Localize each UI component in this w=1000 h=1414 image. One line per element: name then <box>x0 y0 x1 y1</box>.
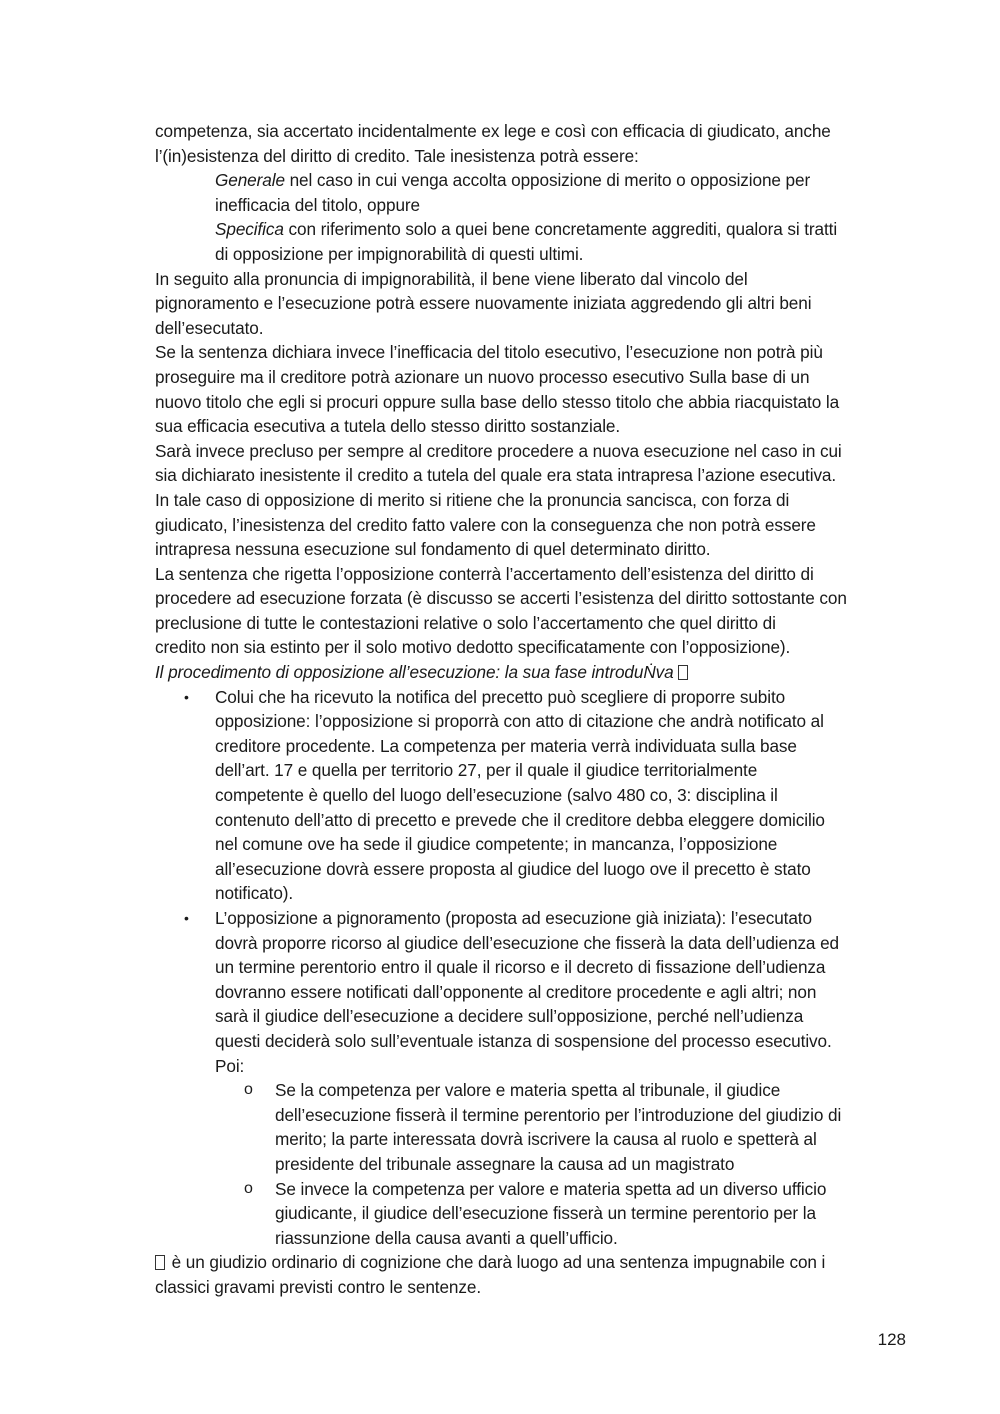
text-line: nel comune ove ha sede il giudice competente; in mancanza, l’opposizione <box>215 834 778 855</box>
page-body <box>155 119 915 1300</box>
text-line: giudicato, l’inesistenza del credito fatto valere con la conseguenza che non potrà essere <box>155 514 816 535</box>
text-line: notificato). <box>215 883 294 904</box>
text-line: questi deciderà solo sull’eventuale istanza di sospensione del processo esecutivo. <box>215 1030 832 1051</box>
text-line: inefficacia del titolo, oppure <box>215 194 420 215</box>
text-line: sia dichiarato inesistente il credito a tutela del quale era stata intrapresa l’azione esecutiva. <box>155 465 837 486</box>
text-line: Sarà invece precluso per sempre al creditore procedere a nuova esecuzione nel caso in cui <box>155 440 842 461</box>
bullet-item <box>155 906 915 1078</box>
text-line: contenuto dell’atto di precetto e prevede che il creditore debba eleggere domicilio <box>215 809 825 830</box>
text-line: nuovo titolo che egli si procuri oppure sulla base dello stesso titolo che abbia riacquistato la <box>155 391 840 412</box>
sub-bullet-item <box>155 1078 915 1176</box>
text-line: opposizione: l’opposizione si proporrà con atto di citazione che andrà notificato al <box>215 711 824 732</box>
term-generale: Generale <box>215 170 285 191</box>
text-line: intrapresa nessuna esecuzione sul fondamento di quel determinato diritto. <box>155 539 711 560</box>
text-line: sua efficacia esecutiva a tutela dello stesso diritto sostanziale. <box>155 416 621 437</box>
text-line: giudicante, il giudice dell’esecuzione fisserà un termine perentorio per la <box>275 1203 816 1224</box>
text-line: l’(in)esistenza del diritto di credito. Tale inesistenza potrà essere: <box>155 145 639 166</box>
text-line: Se invece la competenza per valore e materia spetta ad un diverso ufficio <box>275 1178 827 1199</box>
text-line: proseguire ma il creditore potrà azionare un nuovo processo esecutivo Sulla base di un <box>155 366 810 387</box>
text-line: di opposizione per impignorabilità di questi ultimi. <box>215 243 584 264</box>
text-line: dell’esecutato. <box>155 317 264 338</box>
text-line: classici gravami previsti contro le sentenze. <box>155 1276 482 1297</box>
text-line: La sentenza che rigetta l’opposizione conterrà l’accertamento dell’esistenza del diritto di <box>155 563 814 584</box>
text-line: procedere ad esecuzione forzata (è discusso se accerti l’esistenza del diritto sottostante con <box>155 588 847 609</box>
page-number: 128 <box>877 1330 906 1349</box>
text-fragment: nel caso in cui venga accolta opposizione di merito o opposizione per <box>284 170 811 191</box>
text-line: dovrà proporre ricorso al giudice dell’esecuzione che fisserà la data dell’udienza ed <box>215 932 839 953</box>
text-line: In tale caso di opposizione di merito si ritiene che la pronuncia sancisca, con forza di <box>155 489 790 510</box>
text-line: riassunzione della causa avanti a quell’ufficio. <box>275 1227 618 1248</box>
text-line: Poi: <box>215 1055 245 1076</box>
circle-bullet-icon: o <box>244 1081 253 1099</box>
bullet-item <box>155 685 915 906</box>
text-line: preclusione di tutte le contestazioni relative o solo l’accertamento che quel diritto di <box>155 612 776 633</box>
text-fragment: è un giudizio ordinario di cognizione che darà luogo ad una sentenza impugnabile con i <box>167 1252 826 1273</box>
text-line: L’opposizione a pignoramento (proposta ad esecuzione già iniziata): l’esecutato <box>215 908 812 928</box>
text-line: credito non sia estinto per il solo motivo dedotto specificatamente con l’opposizione). <box>155 637 791 658</box>
bullet-icon: • <box>184 910 189 926</box>
missing-glyph-icon <box>678 665 688 680</box>
text-line: merito; la parte interessata dovrà iscrivere la causa al ruolo e spetterà al <box>275 1129 817 1150</box>
text-line: Colui che ha ricevuto la notifica del precetto può scegliere di proporre subito <box>215 686 786 707</box>
text-line: dell’art. 17 e quella per territorio 27, per il quale il giudice territorialmente <box>215 760 758 781</box>
text-line: all’esecuzione dovrà essere proposta al giudice del luogo ove il precetto è stato <box>215 858 811 879</box>
text-line: presidente del tribunale assegnare la causa ad un magistrato <box>275 1153 735 1174</box>
text-line: un termine perentorio entro il quale il ricorso e il decreto di fissazione dell’udienza <box>215 957 826 978</box>
text-line: Se la competenza per valore e materia spetta al tribunale, il giudice <box>275 1080 781 1101</box>
text-line: pignoramento e l’esecuzione potrà essere nuovamente iniziata aggredendo gli altri beni <box>155 293 812 314</box>
section-heading <box>155 660 915 685</box>
indented-generale <box>155 168 915 217</box>
section-heading-text: Il procedimento di opposizione all’esecuzione: la sua fase introduṄva <box>155 662 674 683</box>
circle-bullet-icon: o <box>244 1179 253 1197</box>
bullet-icon: • <box>184 688 189 705</box>
text-line: Se la sentenza dichiara invece l’inefficacia del titolo esecutivo, l’esecuzione non potrà più <box>155 342 823 363</box>
text-line: competenza, sia accertato incidentalmente ex lege e così con efficacia di giudicato, anche <box>155 121 831 141</box>
text-line: creditore procedente. La competenza per materia verrà individuata sulla base <box>215 735 797 756</box>
term-specifica: Specifica <box>215 219 284 240</box>
sub-bullet-item <box>155 1177 915 1251</box>
text-line: competente è quello del luogo dell’esecuzione (salvo 480 co, 3: disciplina il <box>215 785 778 806</box>
text-fragment: con riferimento solo a quei bene concretamente aggrediti, qualora si tratti <box>283 219 838 240</box>
missing-glyph-icon <box>155 1255 165 1270</box>
indented-specifica <box>155 217 915 266</box>
text-line: sarà il giudice dell’esecuzione a decidere sull’opposizione, perché nell’udienza <box>215 1006 804 1027</box>
text-line: dovranno essere notificati dall’opponente al creditore procedente e agli altri; non <box>215 981 817 1002</box>
text-line: dell’esecuzione fisserà il termine perentorio per l’introduzione del giudizio di <box>275 1104 842 1125</box>
text-line: In seguito alla pronuncia di impignorabilità, il bene viene liberato dal vincolo del <box>155 268 748 289</box>
